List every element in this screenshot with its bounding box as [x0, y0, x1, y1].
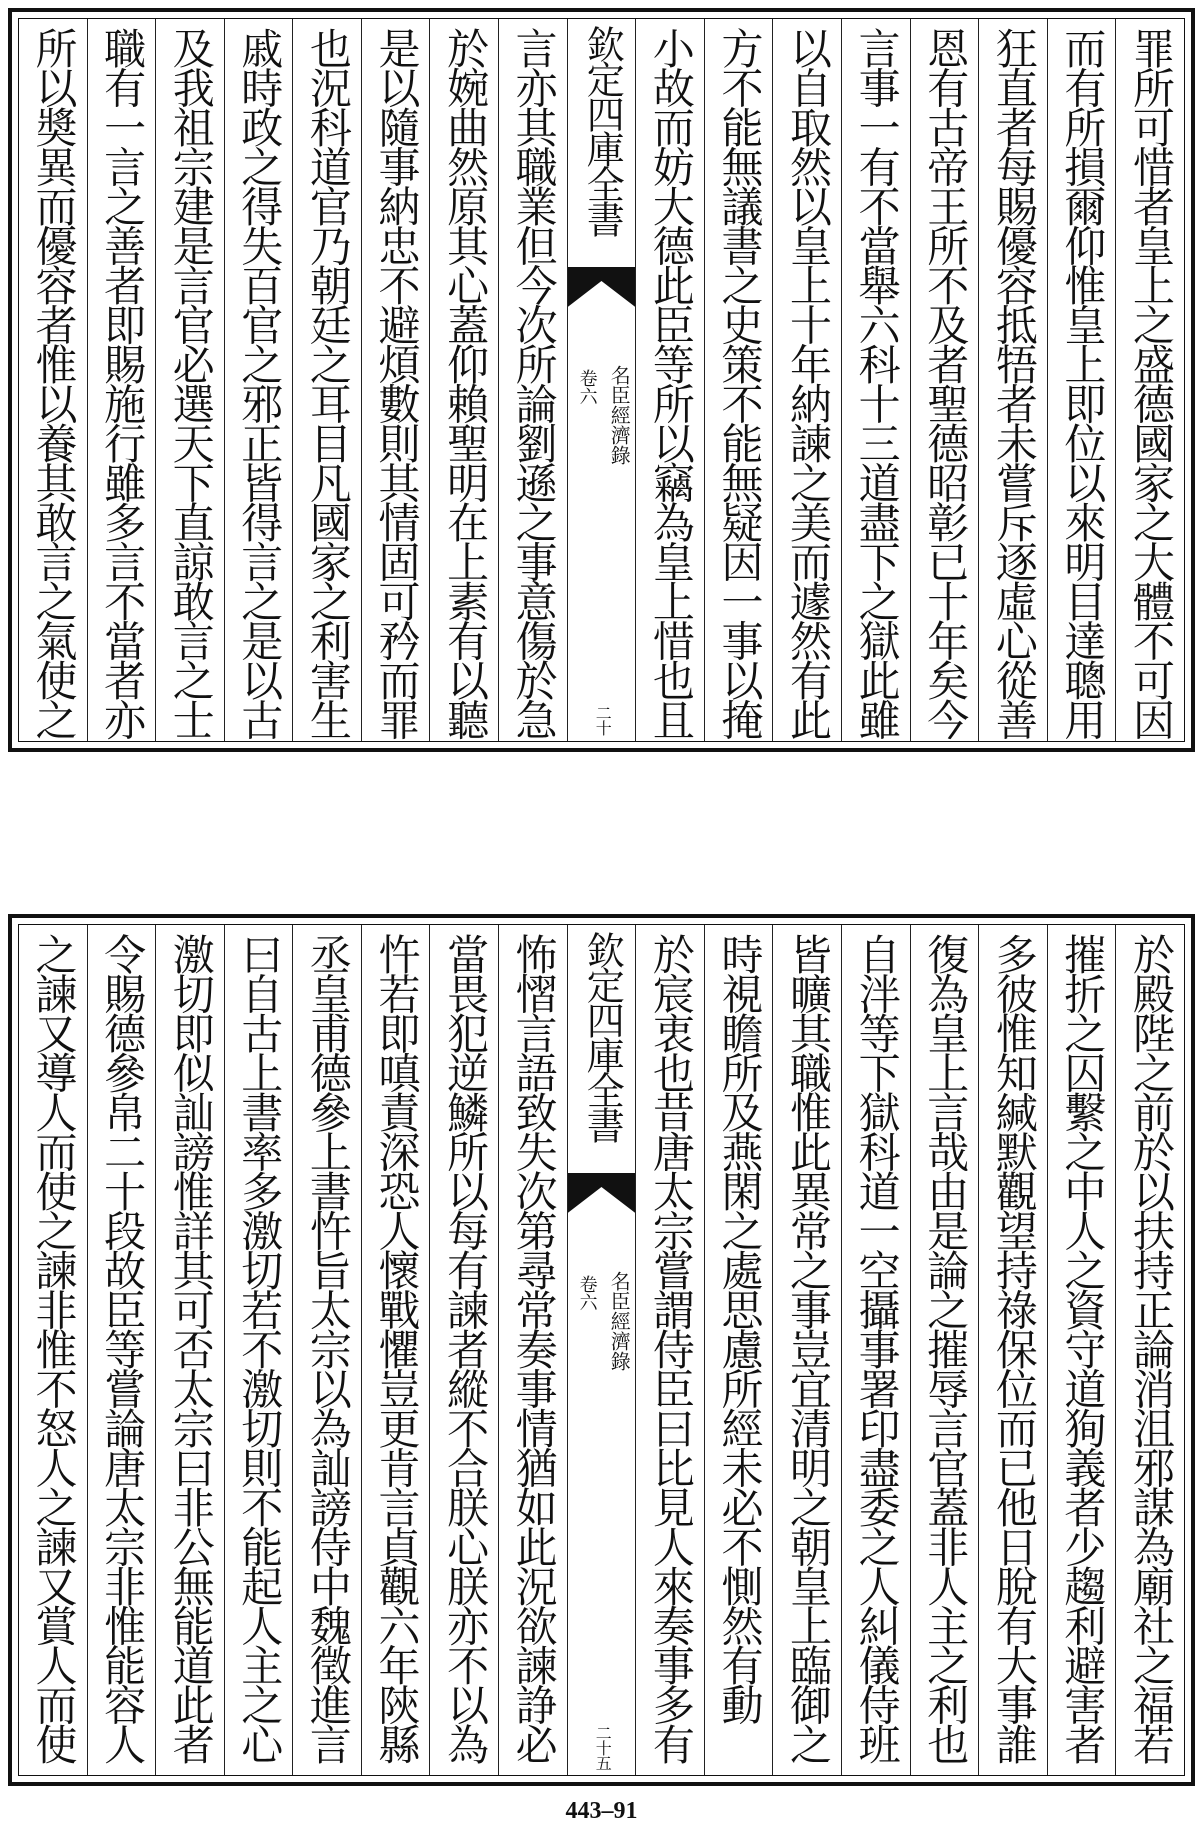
folio-number: 二十 [593, 705, 613, 735]
section-title: 名臣經濟錄 [607, 365, 632, 465]
text-column: 丞皇甫德參上書忤旨太宗以為訕謗侍中魏徵進言 [292, 925, 361, 1775]
page-number: 443–91 [565, 1798, 638, 1824]
text-column: 自泮等下獄科道一空攝事署印盡委之人糾儀侍班 [841, 925, 910, 1775]
text-column: 是以隨事納忠不避煩數則其情固可矜而罪 [361, 19, 430, 741]
fish-tail-mark-icon [568, 267, 636, 307]
fish-tail-mark-icon [568, 1173, 636, 1213]
text-column: 言事一有不當舉六科十三道盡下之獄此雖 [841, 19, 910, 741]
text-column: 多彼惟知緘默觀望持祿保位而已他日脫有大事誰 [978, 925, 1047, 1775]
text-column: 小故而妨大德此臣等所以竊為皇上惜也且 [635, 19, 704, 741]
text-column: 於婉曲然原其心蓋仰賴聖明在上素有以聽 [429, 19, 498, 741]
volume-label: 卷六 [576, 1275, 598, 1311]
text-column: 怖慴言語致失次第尋常奏事情猶如此況欲諫諍必 [498, 925, 567, 1775]
text-column: 所以奬異而優容者惟以養其敢言之氣使之 [29, 27, 79, 738]
text-column: 摧折之囚繫之中人之資守道狥義者少趨利避害者 [1047, 925, 1116, 1775]
book-title: 欽定四庫全書 [580, 931, 625, 1141]
text-column: 於殿陛之前於以扶持正論消沮邪謀為廟社之福若 [1115, 925, 1184, 1775]
text-column: 而有所損爾仰惟皇上即位以來明目達聰用 [1047, 19, 1116, 741]
text-column: 職有一言之善者即賜施行雖多言不當者亦 [87, 19, 156, 741]
text-column: 以自取然以皇上十年納諫之美而遽然有此 [772, 19, 841, 741]
text-column: 戚時政之得失百官之邪正皆得言之是以古 [224, 19, 293, 741]
section-title: 名臣經濟錄 [607, 1271, 632, 1371]
text-column: 激切即似訕謗惟詳其可否太宗曰非公無能道此者 [155, 925, 224, 1775]
text-column: 及我祖宗建是言官必選天下直諒敢言之士 [155, 19, 224, 741]
center-fold-column [567, 19, 636, 741]
volume-label: 卷六 [576, 369, 598, 405]
text-column: 也況科道官乃朝廷之耳目凡國家之利害生 [292, 19, 361, 741]
book-title: 欽定四庫全書 [580, 25, 625, 235]
text-column: 忤若即嗔責深恐人懷戰懼豈更肯言貞觀六年陝縣 [361, 925, 430, 1775]
top-column-grid [18, 18, 1185, 742]
text-column: 皆曠其職惟此異常之事豈宜清明之朝皇上臨御之 [772, 925, 841, 1775]
text-column: 言亦其職業但今次所論劉遜之事意傷於急 [498, 19, 567, 741]
text-column: 狂直者每賜優容抵牾者未嘗斥逐虛心從善 [978, 19, 1047, 741]
folio-number: 二十五 [593, 1725, 613, 1770]
text-column: 於宸衷也昔唐太宗嘗謂侍臣曰比見人來奏事多有 [635, 925, 704, 1775]
text-column: 復為皇上言哉由是論之摧辱言官蓋非人主之利也 [910, 925, 979, 1775]
bottom-column-grid [18, 924, 1185, 1776]
top-page-panel [8, 8, 1195, 752]
text-column: 當畏犯逆鱗所以每有諫者縱不合朕心朕亦不以為 [429, 925, 498, 1775]
text-column: 曰自古上書率多激切若不激切則不能起人主之心 [224, 925, 293, 1775]
text-column: 罪所可惜者皇上之盛德國家之大體不可因 [1115, 19, 1184, 741]
text-column: 恩有古帝王所不及者聖德昭彰已十年矣今 [910, 19, 979, 741]
text-column: 令賜德參帛二十段故臣等嘗論唐太宗非惟能容人 [87, 925, 156, 1775]
text-column: 之諫又導人而使之諫非惟不怒人之諫又賞人而使 [29, 933, 79, 1763]
text-column: 時視瞻所及燕閑之處思慮所經未必不惻然有動 [704, 925, 773, 1775]
bottom-page-panel [8, 914, 1195, 1786]
text-column: 方不能無議書之史策不能無疑因一事以掩 [704, 19, 773, 741]
center-fold-column [567, 925, 636, 1775]
